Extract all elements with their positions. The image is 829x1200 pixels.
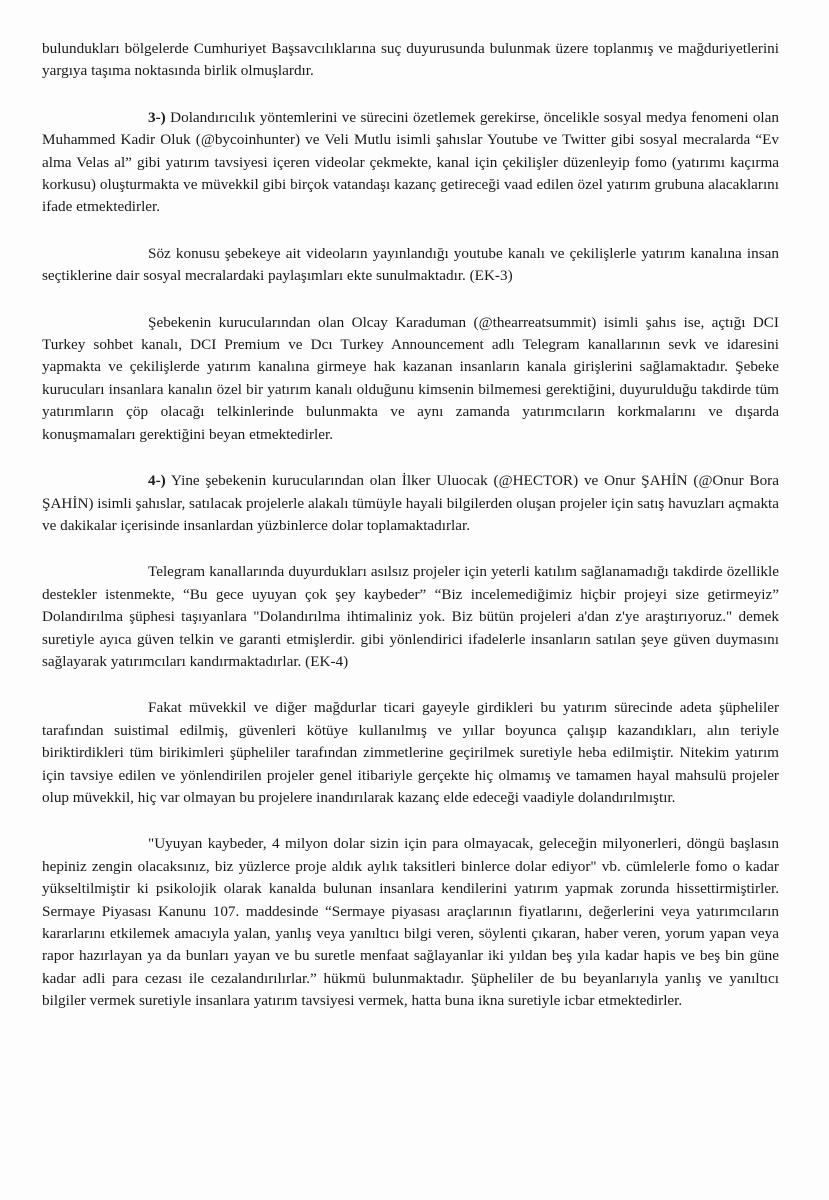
paragraph-intro [42,38,779,83]
paragraph-text: bulundukları bölgelerde Cumhuriyet Başsavcılıklarına suç duyurusunda bulunmak üzere toplanmış ve mağduriyetlerini yargıya taşıma noktasında birlik olmuşlardır. [42,40,779,80]
paragraph-text: Telegram kanallarında duyurdukları asılsız projeler için yeterli katılım sağlanamadığı takdirde özellikle destekler istenmekte, “Bu gece uyuyan çok şey kaybeder” “Biz incelemediğimiz hiçbir projeyi size getirmeyiz” Dolandırılma şüphesi taşıyanlara "Dolandırılma ihtimaliniz yok. Biz bütün projeleri a'dan z'ye araştırıyoruz." demek suretiyle ayıca güven telkin ve garanti etmişlerdir. gibi yönlendirici ifadelerle insanların satılan şeye güven duymasını sağlayarak yatırımcıları kandırmaktadırlar. (EK-4) [42,563,779,670]
section-number: 4-) [148,472,166,490]
paragraph-section-4 [42,470,779,537]
section-number: 3-) [148,108,166,126]
paragraph-videos-evidence [42,243,779,288]
paragraph-text: Söz konusu şebekeye ait videoların yayınlandığı youtube kanalı ve çekilişlerle yatırım kanalına insan seçtiklerine dair sosyal mecralardaki paylaşımları ekte sunulmaktadır. (EK-3) [42,244,779,285]
paragraph-capital-markets-law [42,833,779,1012]
paragraph-telegram-claims [42,561,779,673]
paragraph-text: Dolandırıcılık yöntemlerini ve sürecini özetlemek gerekirse, öncelikle sosyal medya fenomeni olan Muhammed Kadir Oluk (@bycoinhunter) ve Veli Mutlu isimli şahıslar Youtube ve Twitter gibi sosyal mecralarda “Ev alma Velas al” gibi yatırım tavsiyesi içeren videolar çekmekte, kanal için çekilişler düzenleyip fomo (yatırımı kaçırma korkusu) oluşturmakta ve müvekkil gibi birçok vatandaşı kazanç getireceği vaad edilen özel yatırım grubuna alacaklarını ifade etmektedirler. [42,108,779,216]
paragraph-text: "Uyuyan kaybeder, 4 milyon dolar sizin için para olmayacak, geleceğin milyonerleri, döngü başlasın hepiniz zengin olacaksınız, biz yüzlerce proje aldık aylık taksitleri binlerce dolar ediyor" vb. cümlelerle fomo o kadar yükseltilmiştir ki psikolojik olarak kanalda bulunan insanlara kendilerini yatırım yapmak zorunda hissettirmiştirler. Sermaye Piyasası Kanunu 107. maddesinde “Sermaye piyasası araçlarının fiyatlarını, değerlerini veya yatırımcıların kararlarını etkilemek amacıyla yalan, yanlış veya yanıltıcı bilgi veren, söylenti çıkaran, haber veren, yorum yapan veya rapor hazırlayan ya da bunları yayan ve bu suretle menfaat sağlayanlar iki yıldan beş yıla kadar hapis ve beş bin güne kadar adli para cezası ile cezalandırılırlar.” hükmü bulunmaktadır. Şüpheliler de bu beyanlarıyla yanlış ve yanıltıcı bilgiler vermek suretiyle insanlara yatırım tavsiyesi vermek, hatta buna ikna suretiyle icbar etmektedirler. [42,835,779,1010]
paragraph-text: Yine şebekenin kurucularından olan İlker Uluocak (@HECTOR) ve Onur ŞAHİN (@Onur Bora ŞAHİN) isimli şahıslar, satılacak projelerle alakalı tümüyle hayali bilgilerden oluşan projeler için satış havuzları açmakta ve dakikalar içerisinde insanlardan yüzbinlerce dolar toplamaktadırlar. [42,472,780,534]
paragraph-text: Şebekenin kurucularından olan Olcay Karaduman (@thearreatsummit) isimli şahıs ise, açtığı DCI Turkey sohbet kanalı, DCI Premium ve Dcı Turkey Announcement adlı Telegram kanallarının sevk ve idaresini yapmakta ve çekilişlerde yatırım kanalına girmeye hak kazanan insanların kanala girişlerini sağlamaktadır. Şebeke kurucuları insanlara kanalın özel bir yatırım kanalı olduğunu kimsenin bilmemesi gerektiğini, duyurulduğu takdirde tüm yatırımların çöp olacağı telkinlerinde bulunmakta ve aynı zamanda yatırımcıların korkmalarını ve dışarda konuşmamaları gerektiğini beyan etmektedirler. [42,313,779,443]
paragraph-section-3 [42,107,779,219]
paragraph-victims [42,697,779,809]
paragraph-founder-telegram [42,312,779,446]
paragraph-text: Fakat müvekkil ve diğer mağdurlar ticari gayeyle girdikleri bu yatırım sürecinde adeta şüpheliler tarafından suistimal edilmiş, güvenleri kötüye kullanılmış ve yıllar boyunca çalışıp kazandıkları, alın teriyle biriktirdikleri tüm birikimleri şüpheliler tarafından zimmetlerine geçirilmek suretiyle heba edilmiştir. Nitekim yatırım için tavsiye edilen ve yönlendirilen projeler genel itibariyle gerçekte hiç olmamış ve tamamen hayal mahsulü projeler olup müvekkil, hiç var olmayan bu projelere inandırılarak kazanç elde edeceği vaadiyle dolandırılmıştır. [42,699,779,806]
